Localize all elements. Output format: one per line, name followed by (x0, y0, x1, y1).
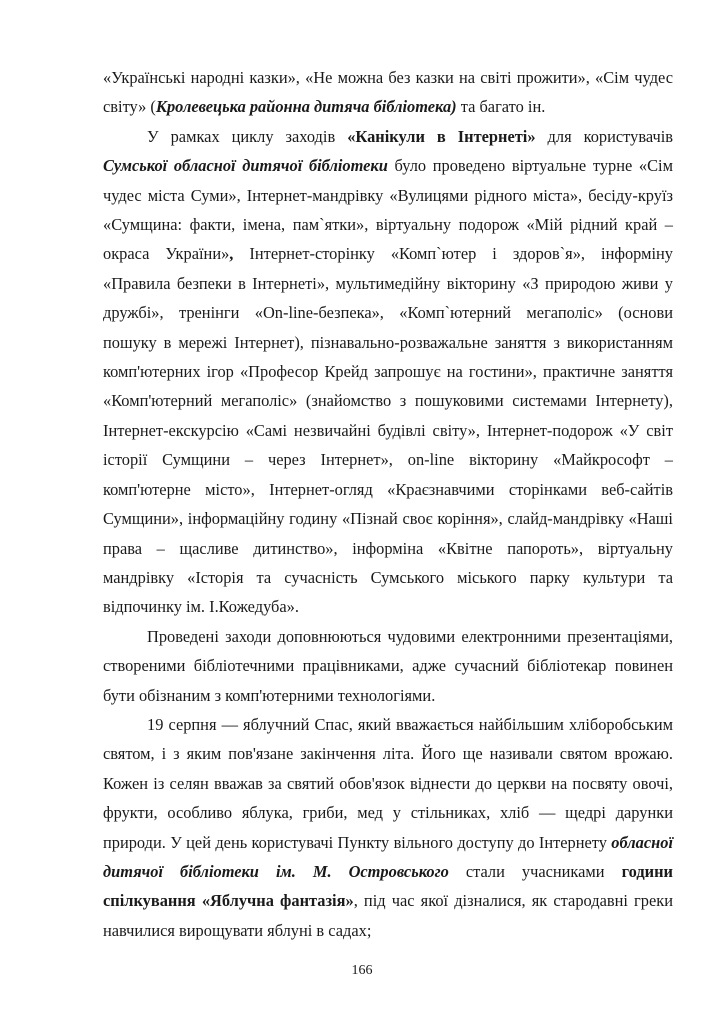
text-run-bold: години спілкування «Яблучна фантазія» (103, 861, 673, 911)
paragraph-4 (103, 710, 673, 945)
text-run: для користувачів (535, 126, 673, 146)
text-run-bold-italic: обласної дитячої бібліотеки ім. М. Островського (103, 832, 673, 881)
text-run: Проведені заходи доповнюються чудовими електронними презентаціями, створеними бібліотечними працівниками, адже сучасний бібліотекар повинен бути обізнаним з комп'ютерними технологіями. (103, 626, 673, 705)
text-run: 19 серпня — яблучний Спас, який вважається найбільшим хліборобським святом, і з яким пов'язане закінчення літа. Його ще називали святом врожаю. Кожен із селян вважав за святий обов'язок віднести до церкви на посвяту овочі, фрукти, особливо яблука, гриби, мед у стільниках, хліб — щедрі дарунки природи. У цей день користувачі Пункту вільного доступу до Інтернету (103, 714, 673, 852)
text-run-bold: «Канікули в Інтернеті» (347, 126, 536, 146)
text-run: стали учасниками (448, 861, 622, 881)
paragraph-1 (103, 63, 673, 122)
text-run: «Українські народні казки», «Не можна без казки на світі прожити», «Сім чудес світу» ( (103, 68, 673, 117)
text-run: Інтернет-сторінку «Комп`ютер і здоров`я», інформіну «Правила безпеки в Інтернеті», мультимедійну вікторину «З природою живи у дружбі», тренінги «On-line-безпека», «Комп`ютерний мегаполіс» (основи пошуку в мережі Інтернет), пізнавально-розважальне заняття з використанням комп'ютерних ігор «Професор Крейд запрошує на гостини», практичне заняття «Комп'ютерний мегаполіс» (знайомство з пошуковими системами Інтернету), Інтернет-екскурсію «Самі незвичайні будівлі світу», Інтернет-подорож «У світ історії Сумщини – через Інтернет», on-line вікторину «Майкрософт – комп'ютерне місто», Інтернет-огляд «Краєзнавчими сторінками веб-сайтів Сумщини», інформаційну годину «Пізнай своє коріння», слайд-мандрівку «Наші права – щасливе дитинство», інформіна «Квітне папороть», віртуальну мандрівку «Історія та сучасність Сумського міського парку культури та відпочинку ім. І.Кожедуба». (103, 244, 673, 617)
text-run: , під час якої дізналися, як стародавні греки навчилися вирощувати яблуні в садах; (103, 891, 673, 940)
body-text (103, 63, 673, 945)
text-run-bold: , (229, 244, 234, 264)
text-run: У рамках циклу заходів (147, 126, 348, 146)
page-number: 166 (351, 963, 373, 978)
text-run-bold-italic: Кролевецька районна дитяча бібліотека) (155, 97, 457, 117)
text-run-bold-italic: Сумської обласної дитячої бібліотеки (103, 156, 388, 176)
text-run: було проведено віртуальне турне «Сім чудес міста Суми», Інтернет-мандрівку «Вулицями рідного міста», бесіду-круїз «Сумщина: факти, імена, пам`ятки», віртуальну подорож «Мій рідний край – окраса України» (103, 156, 673, 264)
paragraph-3 (103, 622, 673, 710)
paragraph-2 (103, 122, 673, 622)
text-run: та багато ін. (456, 97, 546, 117)
